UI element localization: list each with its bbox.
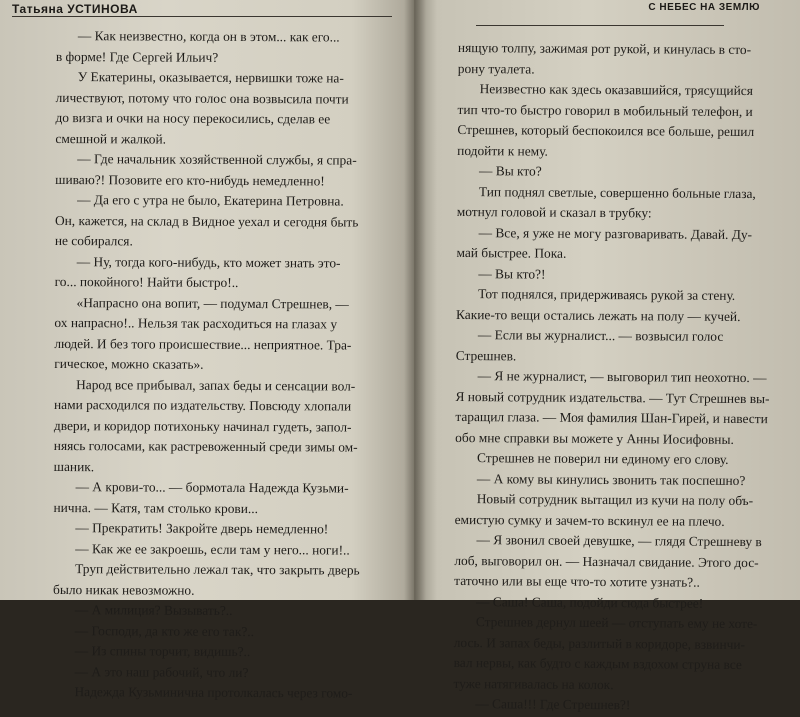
text-line: вал нервы, как будто с каждым вздохом струна все — [453, 654, 742, 672]
text-line: — Вы кто?! — [478, 265, 546, 282]
text-line: — А милиция? Вызывать?.. — [74, 602, 233, 618]
text-line: таращил глаза. — Моя фамилия Шан-Гирей, и навести — [455, 408, 768, 427]
text-line: Какие-то вещи остались лежать на полу — кучей. — [456, 306, 741, 324]
text-line: Тип поднял светлые, совершенно больные глаза, — [478, 183, 756, 201]
running-header-title: С НЕБЕС НА ЗЕМЛЮ — [648, 2, 760, 13]
text-line: Новый сотрудник вытащил из кучи на полу объ- — [476, 491, 754, 509]
text-line: — Саша! Саша, подойди сюда быстрее! — [476, 593, 704, 611]
text-line: таточно или вы еще что-то хотите узнать?.. — [454, 572, 700, 590]
text-line: гическое, можно сказать». — [54, 355, 204, 372]
text-line: Я новый сотрудник издательства. — Тут Стрешнев вы- — [455, 388, 770, 406]
text-line: Неизвестно как здесь оказавшийся, трясущийся — [479, 81, 753, 99]
text-line: не собирался. — [54, 232, 133, 249]
text-line: — Ну, тогда кого-нибудь, кто может знать это- — [76, 253, 341, 270]
text-line: Стрешнев, который беспокоился все больше, решил — [457, 121, 755, 140]
text-line: нами расходился по издательству. Повсюду хлопали — [53, 396, 352, 414]
text-line: — Все, я уже не могу разговаривать. Давай. Ду- — [478, 224, 753, 242]
text-line: «Напрасно она вопит, — подумал Стрешнев, — — [76, 294, 349, 312]
right-page-text — [453, 38, 788, 717]
text-line: рону туалета. — [457, 60, 535, 77]
text-line: Народ все прибывал, запах беды и сенсации вол- — [76, 376, 356, 394]
text-line: нящую толпу, зажимая рот рукой, и кинулась в сто- — [457, 39, 752, 58]
text-line: Стрешнев дернул шеей — отступать ему не хоте- — [475, 614, 758, 632]
text-line: двери, и коридор потихоньку начинал гудеть, запол- — [53, 417, 352, 435]
text-line: — Я не журналист, — выговорил тип неохотно. — — [477, 368, 767, 386]
text-line: няясь голосами, как растревоженный среди зимы ом- — [53, 437, 358, 455]
text-line: ох напрасно!.. Нельзя так расходиться на глазах у — [54, 314, 338, 332]
text-line: нична. — Катя, там столько крови... — [53, 499, 259, 516]
header-rule — [476, 25, 724, 26]
header-rule — [12, 16, 392, 17]
text-line: смешной и жалкой. — [55, 130, 167, 147]
text-line: — Вы кто? — [479, 163, 542, 179]
text-line: Тот поднялся, придерживаясь рукой за стену. — [478, 286, 736, 303]
text-line: туже натягивалась на колок. — [453, 675, 614, 692]
text-line: — Саша!!! Где Стрешнев?! — [475, 696, 631, 713]
text-line: — А кому вы кинулись звонить так поспешно? — [476, 470, 746, 488]
text-line: было никак невозможно. — [53, 581, 195, 598]
text-line: У Екатерины, оказывается, нервишки тоже на- — [77, 69, 344, 86]
running-header-author: Татьяна УСТИНОВА — [12, 2, 138, 16]
text-line: Надежда Кузьминична протолкалась через гомо- — [74, 684, 353, 701]
text-line: шиваю?! Позовите его кто-нибудь немедленно! — [55, 171, 325, 188]
text-line: — Я звонил своей девушке, — глядя Стрешневу в — [476, 532, 762, 550]
text-line: — Да его с утра не было, Екатерина Петровна. — [77, 192, 344, 209]
text-line: лось. И запах беды, разлитый в коридоре, взвинчи- — [453, 634, 746, 652]
text-line: Труп действительно лежал так, что закрыть дверь — [75, 561, 360, 578]
text-line: обо мне справки вы можете у Анны Иосифовны. — [455, 429, 734, 447]
text-line: — Из спины торчит, видишь?.. — [74, 643, 251, 660]
text-line: подойти к нему. — [457, 142, 548, 159]
text-line: — А крови-то... — бормотала Надежда Кузьми- — [75, 479, 349, 496]
text-line: — Прекратить! Закройте дверь немедленно! — [75, 520, 329, 537]
text-line: май быстрее. Пока. — [456, 244, 567, 261]
text-line: — Где начальник хозяйственной службы, я спра- — [77, 151, 357, 168]
text-line: го... покойного! Найти быстро!.. — [54, 273, 239, 290]
book-gutter — [404, 0, 426, 600]
text-line: — Если вы журналист... — возвысил голос — [477, 327, 724, 344]
text-line: Стрешнев. — [455, 347, 517, 363]
text-line: лоб, выговорил он. — Назначал свидание. Этого дос- — [454, 552, 759, 570]
text-line: Он, кажется, на склад в Видное уехал и сегодня быть — [54, 212, 359, 230]
text-line: шаник. — [53, 458, 95, 474]
text-line: Стрешнев не поверил ни единому его слову. — [477, 450, 729, 467]
text-line: в форме! Где Сергей Ильич? — [55, 48, 219, 65]
text-line: личествуют, потому что голос она возвысила почти — [55, 89, 349, 107]
text-line: — Господи, да кто же его так?.. — [74, 622, 255, 639]
text-line: людей. И без того происшествие... неприятное. Тра- — [54, 335, 352, 353]
text-line: — Как же ее закроешь, если там у него... ноги!.. — [75, 540, 350, 558]
text-line: тип что-то быстро говорил в мобильный телефон, и — [457, 101, 753, 119]
text-line: до визга и очки на носу перекосились, сделав ее — [55, 109, 331, 127]
text-line: мотнул головой и сказал в трубку: — [456, 203, 652, 221]
text-line: емистую сумку и зачем-то вскинул ее на плечо. — [454, 511, 725, 529]
text-line: — Как неизвестно, когда он в этом... как его... — [77, 28, 340, 45]
left-page-text — [52, 26, 398, 704]
right-page — [414, 0, 800, 713]
text-line: — А это наш рабочий, что ли? — [74, 663, 249, 680]
